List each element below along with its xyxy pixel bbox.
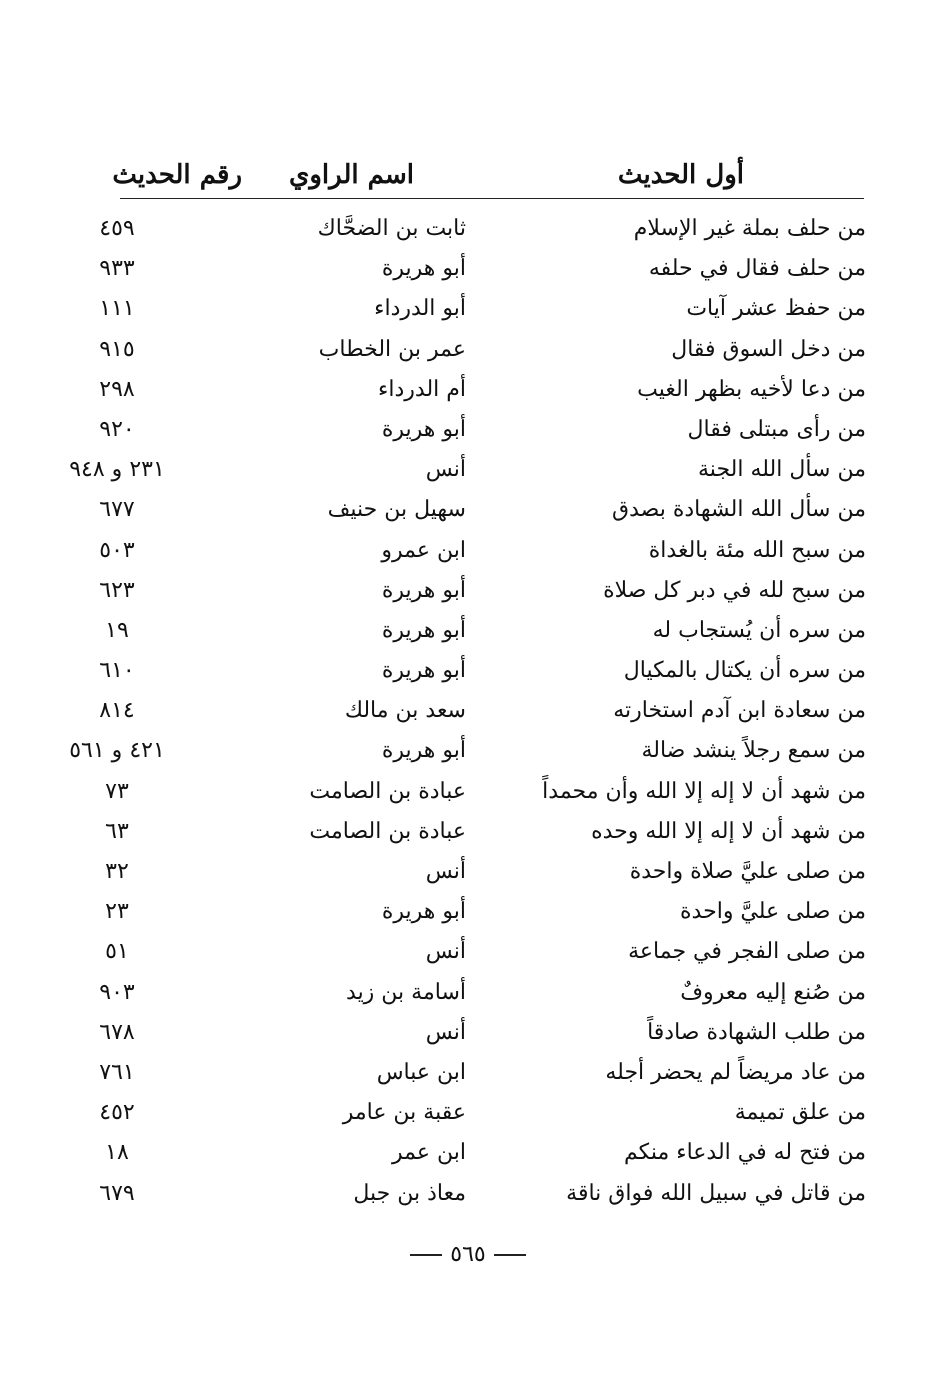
hadith-beginning: من سره أن يُستجاب له	[652, 617, 866, 643]
hadith-number: ٨١٤	[99, 698, 135, 724]
hadith-number: ٩٣٣	[99, 256, 135, 282]
page-number: ٥٦٥	[450, 1242, 486, 1267]
hadith-beginning: من شهد أن لا إله إلا الله وحده	[591, 818, 866, 844]
hadith-number: ٦١٠	[99, 658, 135, 684]
footer-dash-left	[410, 1254, 442, 1256]
hadith-number: ١٩	[105, 617, 129, 643]
hadith-index-table	[0, 212, 936, 1217]
hadith-number: ٢٣	[105, 899, 129, 925]
hadith-beginning: من سره أن يكتال بالمكيال	[623, 658, 866, 684]
hadith-number: ٥١	[105, 939, 129, 965]
hadith-beginning: من صُنع إليه معروفٌ	[680, 979, 866, 1005]
hadith-number: ٥٠٣	[99, 537, 135, 563]
narrator-name: أبو هريرة	[381, 738, 466, 764]
narrator-name: أنس	[425, 457, 466, 483]
narrator-name: عبادة بن الصامت	[309, 778, 466, 804]
hadith-number: ٢٣١ و ٩٤٨	[69, 457, 165, 483]
header-divider	[120, 198, 864, 199]
narrator-name: سهيل بن حنيف	[327, 497, 466, 523]
table-row	[0, 654, 936, 694]
hadith-number: ٣٢	[105, 859, 129, 884]
hadith-beginning: من شهد أن لا إله إلا الله وأن محمداً	[542, 778, 866, 804]
page-footer	[0, 1242, 936, 1267]
hadith-number: ١١١	[99, 296, 135, 322]
hadith-beginning: من سأل الله الشهادة بصدق	[612, 497, 866, 523]
hadith-number: ٦٧٩	[99, 1180, 135, 1206]
hadith-beginning: من صلى عليَّ صلاة واحدة	[629, 859, 866, 884]
narrator-name: أنس	[425, 1019, 466, 1045]
hadith-number: ٤٢١ و ٥٦١	[69, 738, 165, 764]
hadith-number: ٩١٥	[99, 336, 135, 362]
table-row	[0, 775, 936, 815]
hadith-number: ٩٢٠	[99, 416, 135, 442]
hadith-number: ٩٠٣	[99, 979, 135, 1005]
table-row	[0, 534, 936, 574]
hadith-number: ٤٥٢	[99, 1100, 135, 1126]
hadith-number: ٧٣	[105, 778, 129, 804]
table-row	[0, 373, 936, 413]
hadith-number: ٦٧٨	[99, 1019, 135, 1045]
narrator-name: أبو هريرة	[381, 899, 466, 925]
hadith-beginning: من سبح لله في دبر كل صلاة	[603, 577, 866, 603]
narrator-name: أم الدرداء	[378, 376, 466, 402]
narrator-name: أبو الدرداء	[374, 296, 466, 322]
hadith-beginning: من حفظ عشر آيات	[686, 296, 866, 322]
narrator-name: سعد بن مالك	[344, 698, 466, 724]
table-row	[0, 333, 936, 373]
header-narrator-name: اسم الراوي	[289, 160, 414, 190]
table-row	[0, 1056, 936, 1096]
hadith-beginning: من علق تميمة	[734, 1100, 866, 1126]
table-row	[0, 453, 936, 493]
hadith-number: ١٨	[105, 1140, 129, 1166]
hadith-number: ٤٥٩	[99, 216, 135, 241]
table-row	[0, 734, 936, 774]
narrator-name: أبو هريرة	[381, 256, 466, 282]
table-row	[0, 413, 936, 453]
narrator-name: ابن عباس	[376, 1059, 466, 1085]
hadith-beginning: من عاد مريضاً لم يحضر أجله	[605, 1059, 866, 1085]
narrator-name: أبو هريرة	[381, 658, 466, 684]
hadith-beginning: من دخل السوق فقال	[671, 336, 866, 362]
hadith-number: ٦٣	[105, 818, 129, 844]
table-row	[0, 574, 936, 614]
narrator-name: أنس	[425, 859, 466, 884]
hadith-beginning: من رأى مبتلى فقال	[687, 416, 866, 442]
table-row	[0, 1177, 936, 1217]
hadith-number: ٧٦١	[99, 1059, 135, 1085]
hadith-beginning: من سعادة ابن آدم استخارته	[613, 698, 866, 724]
table-row	[0, 976, 936, 1016]
narrator-name: عقبة بن عامر	[342, 1100, 466, 1126]
hadith-number: ٢٩٨	[99, 376, 135, 402]
table-row	[0, 292, 936, 332]
hadith-beginning: من فتح له في الدعاء منكم	[624, 1140, 866, 1166]
table-row	[0, 1136, 936, 1176]
hadith-number: ٦٧٧	[99, 497, 135, 523]
narrator-name: أسامة بن زيد	[346, 979, 466, 1005]
hadith-beginning: من سأل الله الجنة	[698, 457, 866, 483]
narrator-name: ثابت بن الضحَّاك	[317, 216, 466, 241]
header-hadith-number: رقم الحديث	[112, 160, 242, 190]
narrator-name: معاذ بن جبل	[353, 1180, 466, 1206]
hadith-beginning: من صلى عليَّ واحدة	[680, 899, 866, 925]
table-header	[112, 160, 864, 198]
hadith-beginning: من قاتل في سبيل الله فواق ناقة	[566, 1180, 866, 1206]
hadith-number: ٦٢٣	[99, 577, 135, 603]
header-hadith-beginning: أول الحديث	[617, 160, 744, 190]
table-row	[0, 815, 936, 855]
narrator-name: أبو هريرة	[381, 617, 466, 643]
narrator-name: ابن عمرو	[381, 537, 466, 563]
table-row	[0, 493, 936, 533]
table-row	[0, 1096, 936, 1136]
table-row	[0, 212, 936, 252]
hadith-beginning: من سمع رجلاً ينشد ضالة	[641, 738, 866, 764]
hadith-beginning: من طلب الشهادة صادقاً	[647, 1019, 866, 1045]
table-row	[0, 614, 936, 654]
narrator-name: عبادة بن الصامت	[309, 818, 466, 844]
narrator-name: ابن عمر	[392, 1140, 466, 1166]
table-row	[0, 935, 936, 975]
hadith-beginning: من صلى الفجر في جماعة	[628, 939, 866, 965]
footer-dash-right	[494, 1254, 526, 1256]
narrator-name: أبو هريرة	[381, 577, 466, 603]
table-row	[0, 1016, 936, 1056]
hadith-beginning: من حلف بملة غير الإسلام	[633, 216, 866, 241]
table-row	[0, 252, 936, 292]
hadith-beginning: من دعا لأخيه بظهر الغيب	[637, 376, 866, 402]
hadith-beginning: من حلف فقال في حلفه	[648, 256, 866, 282]
table-row	[0, 895, 936, 935]
hadith-beginning: من سبح الله مئة بالغداة	[648, 537, 866, 563]
narrator-name: أنس	[425, 939, 466, 965]
narrator-name: عمر بن الخطاب	[318, 336, 466, 362]
table-row	[0, 855, 936, 895]
table-row	[0, 694, 936, 734]
narrator-name: أبو هريرة	[381, 416, 466, 442]
